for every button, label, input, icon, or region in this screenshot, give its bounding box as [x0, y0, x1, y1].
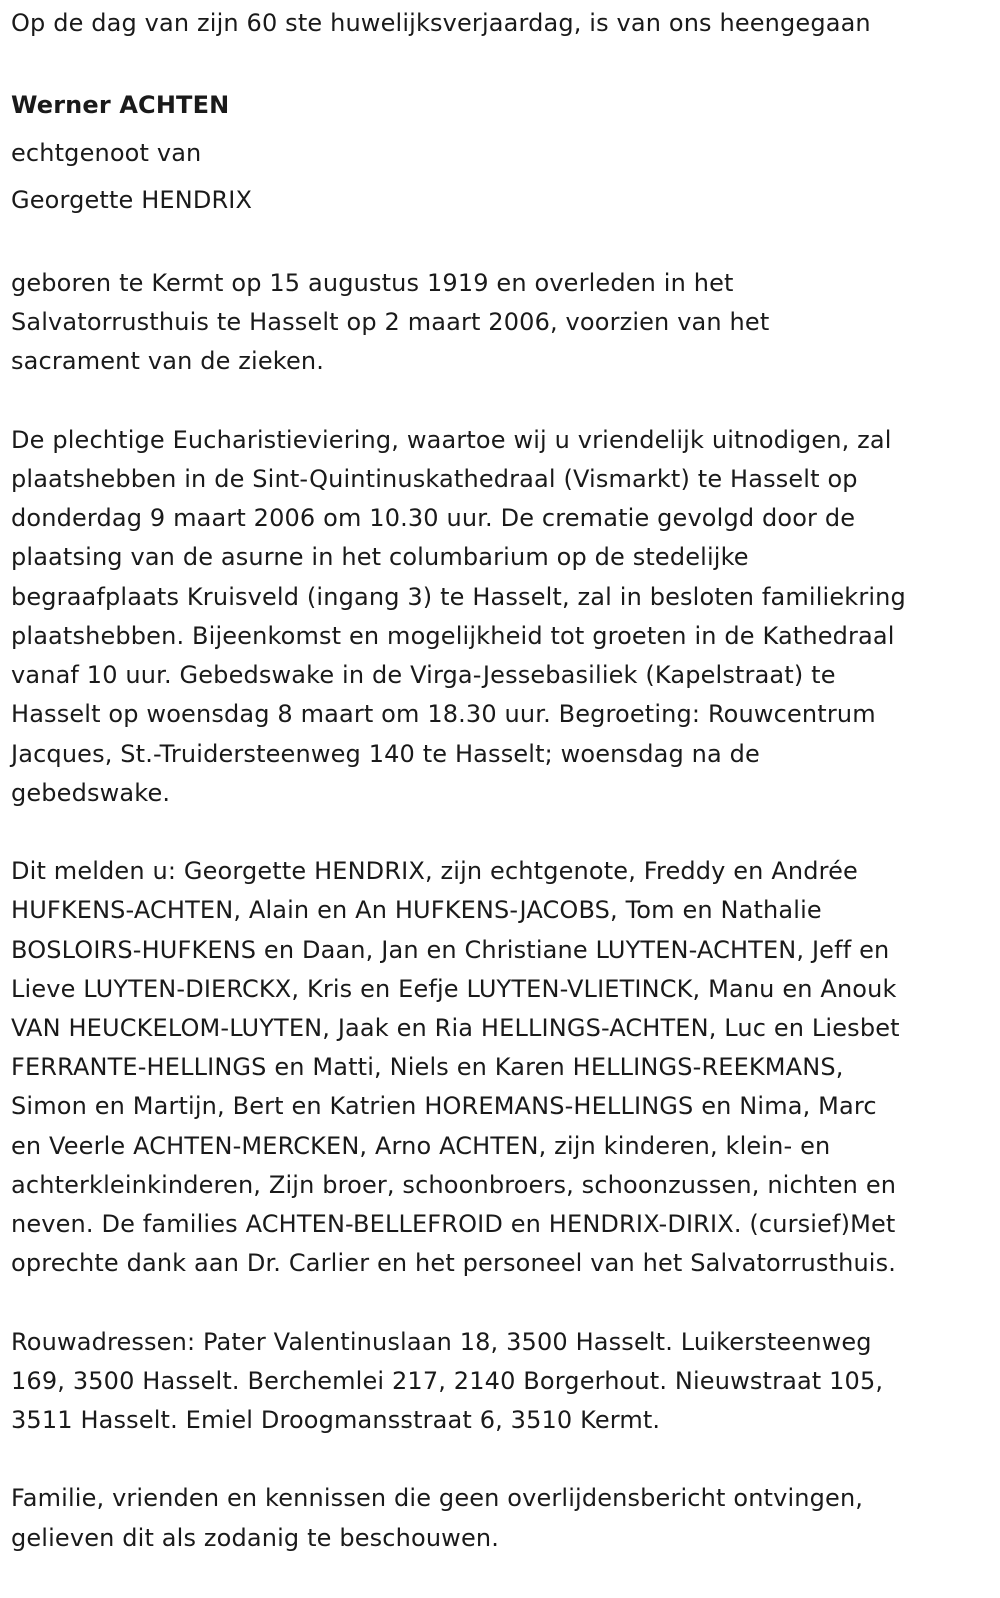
birth-death-paragraph	[11, 264, 990, 382]
paragraph-line: en Veerle ACHTEN-MERCKEN, Arno ACHTEN, zijn kinderen, klein- en	[11, 1131, 831, 1160]
spacer	[11, 1283, 990, 1322]
paragraph-line: FERRANTE-HELLINGS en Matti, Niels en Karen HELLINGS-REEKMANS,	[11, 1053, 844, 1082]
paragraph-line: achterkleinkinderen, Zijn broer, schoonbroers, schoonzussen, nichten en	[11, 1170, 897, 1199]
spacer	[11, 382, 990, 421]
spacer	[11, 813, 990, 852]
intro-text: Op de dag van zijn 60 ste huwelijksverjaardag, is van ons heengegaan	[11, 9, 871, 37]
paragraph-line: De plechtige Eucharistieviering, waartoe wij u vriendelijk uitnodigen, zal	[11, 425, 892, 454]
paragraph-line: begraafplaats Kruisveld (ingang 3) te Hasselt, zal in besloten familiekring	[11, 582, 906, 611]
paragraph-line: Rouwadressen: Pater Valentinuslaan 18, 3500 Hasselt. Luikersteenweg	[11, 1327, 872, 1356]
spouse-name: Georgette HENDRIX	[11, 186, 253, 215]
paragraph-line: Familie, vrienden en kennissen die geen overlijdensbericht ontvingen,	[11, 1484, 864, 1513]
paragraph-line: oprechte dank aan Dr. Carlier en het personeel van het Salvatorrusthuis.	[11, 1249, 897, 1278]
paragraph-line: plaatshebben in de Sint-Quintinuskathedraal (Vismarkt) te Hasselt op	[11, 465, 858, 494]
deceased-name: Werner ACHTEN	[11, 91, 230, 120]
paragraph-line: neven. De families ACHTEN-BELLEFROID en HENDRIX-DIRIX. (cursief)Met	[11, 1209, 896, 1238]
paragraph-line: Dit melden u: Georgette HENDRIX, zijn echtgenote, Freddy en Andrée	[11, 857, 858, 886]
relation-label: echtgenoot van	[11, 138, 202, 167]
spacer	[11, 43, 990, 82]
paragraph-line: Simon en Martijn, Bert en Katrien HOREMANS-HELLINGS en Nima, Marc	[11, 1092, 877, 1121]
paragraph-line: BOSLOIRS-HUFKENS en Daan, Jan en Christiane LUYTEN-ACHTEN, Jeff en	[11, 935, 890, 964]
spacer	[11, 225, 990, 264]
closing-paragraph	[11, 1479, 990, 1557]
paragraph-line: donderdag 9 maart 2006 om 10.30 uur. De crematie gevolgd door de	[11, 504, 856, 533]
paragraph-line: plaatsing van de asurne in het columbarium op de stedelijke	[11, 543, 749, 572]
paragraph-line: 3511 Hasselt. Emiel Droogmansstraat 6, 3510 Kermt.	[11, 1405, 661, 1434]
paragraph-line: HUFKENS-ACHTEN, Alain en An HUFKENS-JACOBS, Tom en Nathalie	[11, 896, 822, 925]
paragraph-line: Hasselt op woensdag 8 maart om 18.30 uur. Begroeting: Rouwcentrum	[11, 700, 876, 729]
paragraph-line: geboren te Kermt op 15 augustus 1919 en overleden in het	[11, 269, 734, 298]
ceremony-paragraph	[11, 421, 990, 813]
paragraph-line: Jacques, St.-Truidersteenweg 140 te Hasselt; woensdag na de	[11, 739, 760, 768]
paragraph-line: VAN HEUCKELOM-LUYTEN, Jaak en Ria HELLINGS-ACHTEN, Luc en Liesbet	[11, 1013, 900, 1042]
paragraph-line: Lieve LUYTEN-DIERCKX, Kris en Eefje LUYTEN-VLIETINCK, Manu en Anouk	[11, 974, 897, 1003]
paragraph-line: Salvatorrusthuis te Hasselt op 2 maart 2006, voorzien van het	[11, 308, 770, 337]
family-paragraph	[11, 852, 990, 1283]
paragraph-line: vanaf 10 uur. Gebedswake in de Virga-Jessebasiliek (Kapelstraat) te	[11, 661, 836, 690]
paragraph-line: sacrament van de zieken.	[11, 347, 325, 376]
paragraph-line: gelieven dit als zodanig te beschouwen.	[11, 1523, 500, 1552]
name-block	[11, 82, 990, 225]
spacer	[11, 1440, 990, 1479]
paragraph-line: 169, 3500 Hasselt. Berchemlei 217, 2140 Borgerhout. Nieuwstraat 105,	[11, 1366, 884, 1395]
paragraph-line: gebedswake.	[11, 778, 171, 807]
paragraph-line: plaatshebben. Bijeenkomst en mogelijkheid tot groeten in de Kathedraal	[11, 621, 895, 650]
address-paragraph	[11, 1323, 990, 1441]
